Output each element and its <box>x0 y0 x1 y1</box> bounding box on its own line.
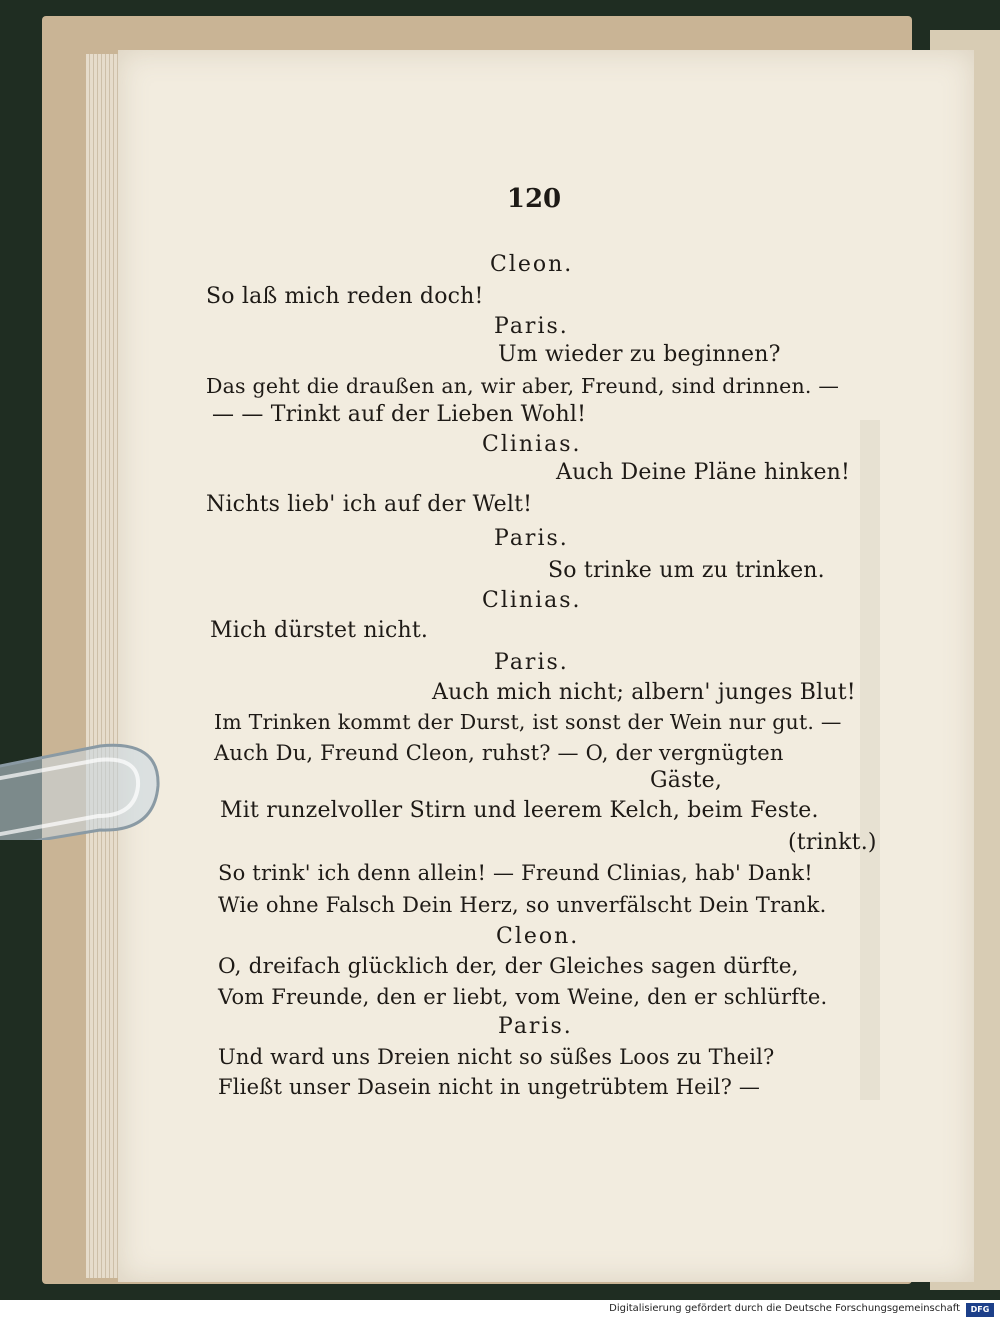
verse-line: Im Trinken kommt der Durst, ist sonst der Wein nur gut. — <box>214 710 842 734</box>
verse-line: Das geht die draußen an, wir aber, Freund, sind drinnen. — <box>206 374 840 398</box>
verse-line: Wie ohne Falsch Dein Herz, so unverfälscht Dein Trank. <box>218 893 827 917</box>
speaker-name: Paris. <box>494 650 569 675</box>
verse-line: Vom Freunde, den er liebt, vom Weine, den er schlürfte. <box>218 985 828 1009</box>
verse-line: Um wieder zu beginnen? <box>498 342 781 367</box>
speaker-name: Paris. <box>494 314 569 339</box>
speaker-name: Clinias. <box>482 588 582 613</box>
speaker-name: Cleon. <box>490 252 574 277</box>
footer-credit: Digitalisierung gefördert durch die Deutsche Forschungsgemeinschaft <box>609 1303 960 1314</box>
verse-line: Fließt unser Dasein nicht in ungetrübtem Heil? — <box>218 1075 761 1099</box>
speaker-name: Cleon. <box>496 924 580 949</box>
speaker-name: Paris. <box>498 1014 573 1039</box>
footer-bar <box>0 1300 1000 1321</box>
page-number: 120 <box>506 184 562 214</box>
verse-line: Gäste, <box>650 768 723 793</box>
verse-line: Mit runzelvoller Stirn und leerem Kelch, beim Feste. <box>220 798 819 823</box>
verse-line: O, dreifach glücklich der, der Gleiches sagen dürfte, <box>218 954 799 979</box>
speaker-name: Clinias. <box>482 432 582 457</box>
verse-line: So trink' ich denn allein! — Freund Clinias, hab' Dank! <box>218 861 813 885</box>
speaker-name: Paris. <box>494 526 569 551</box>
verse-line: Auch Du, Freund Cleon, ruhst? — O, der vergnügten <box>214 741 784 765</box>
stage-direction: (trinkt.) <box>788 830 877 855</box>
dfg-logo: DFG <box>966 1303 994 1317</box>
verse-line: Auch Deine Pläne hinken! <box>556 460 851 485</box>
verse-line: Und ward uns Dreien nicht so süßes Loos zu Theil? <box>218 1045 775 1069</box>
page-clip <box>0 740 190 840</box>
show-through-text <box>860 420 880 1100</box>
verse-line: So laß mich reden doch! <box>206 284 484 309</box>
verse-line: Auch mich nicht; albern' junges Blut! <box>432 680 856 705</box>
verse-line: So trinke um zu trinken. <box>548 558 825 583</box>
verse-line: Mich dürstet nicht. <box>210 618 429 643</box>
verse-line: Nichts lieb' ich auf der Welt! <box>206 492 533 517</box>
verse-line: — — Trinkt auf der Lieben Wohl! <box>212 402 587 427</box>
